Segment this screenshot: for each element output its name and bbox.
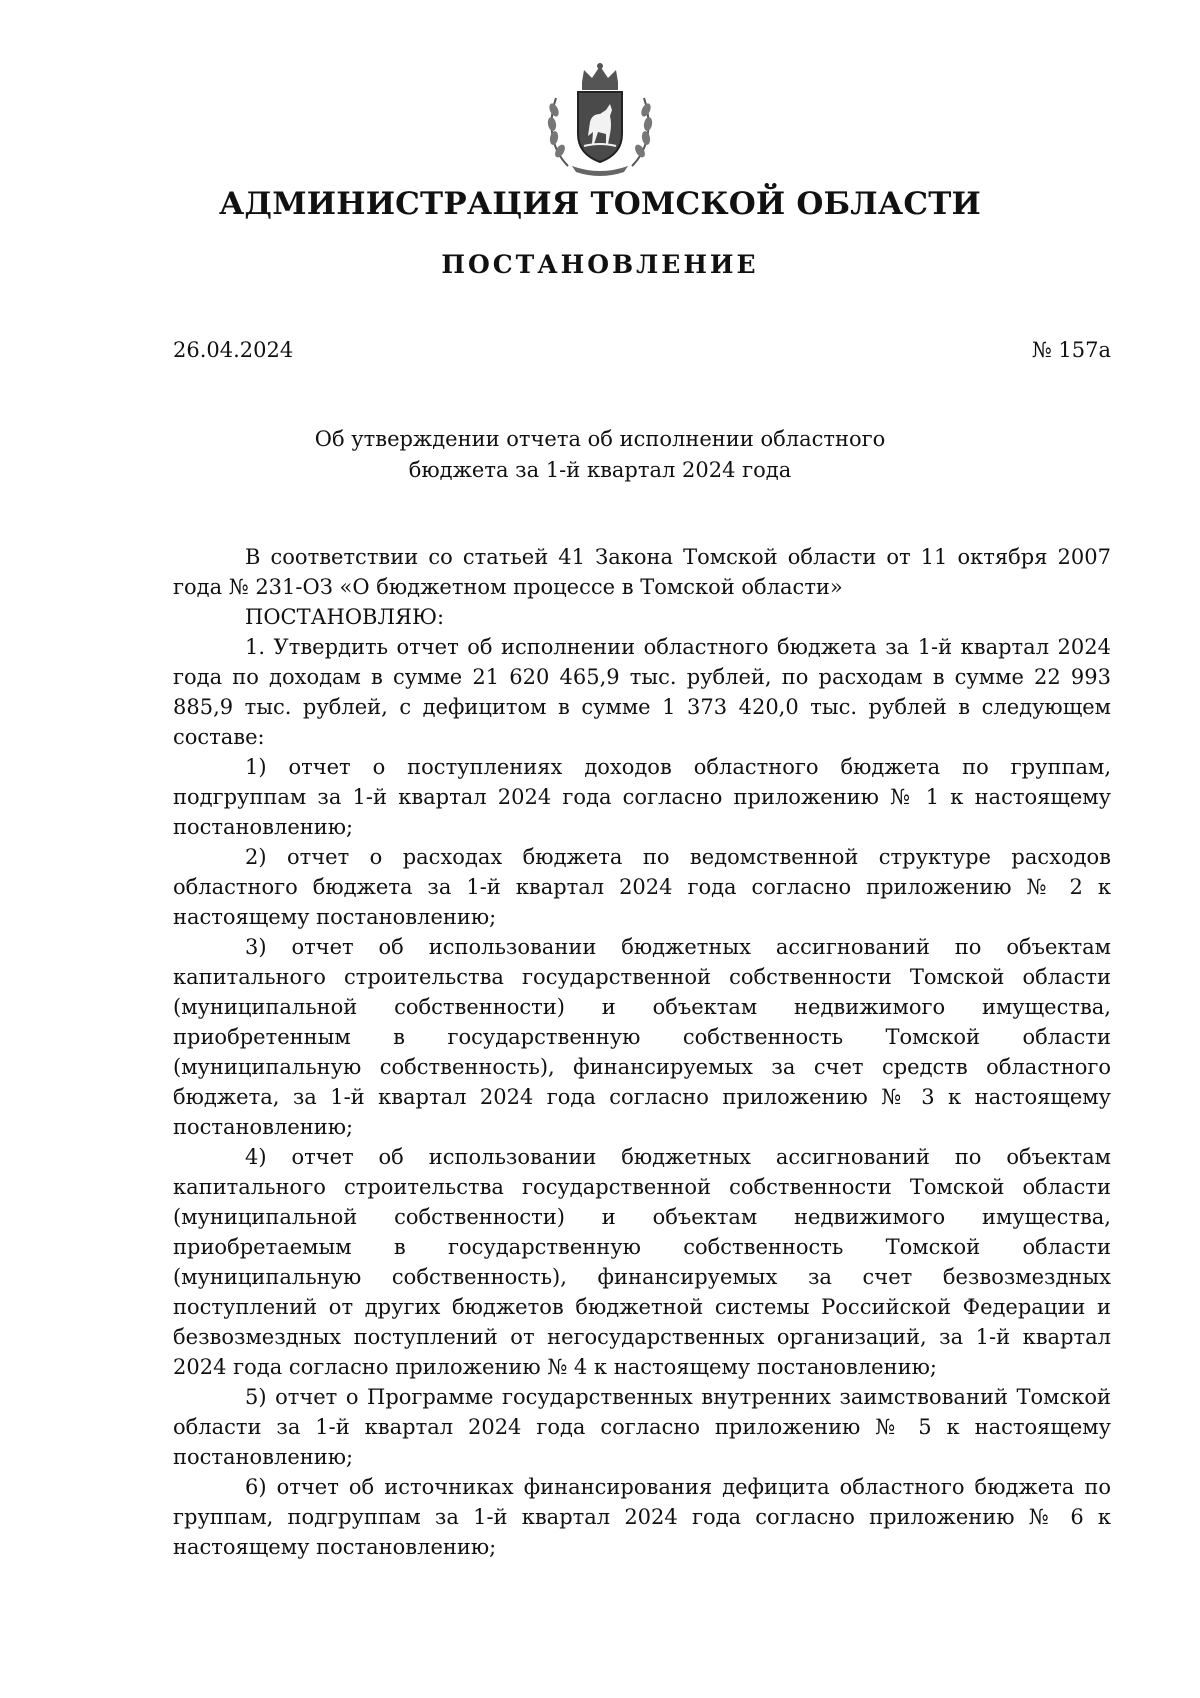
list-item-6: 6) отчет об источниках финансирования дефицита областного бюджета по группам, подгруппам за 1-й квартал 2024 года согласно приложению № 6 к настоящему постановлению; xyxy=(173,1475,1111,1559)
list-item-4: 4) отчет об использовании бюджетных ассигнований по объектам капитального строительства государственной собственности Томской области (муниципальной собственности) и объектам недвижимого имущества, приобретаемым в государственную собственность Томской области (муниципальную собственность), финансируемых за счет безвозмездных поступлений от других бюджетов бюджетной системы Российской Федерации и безвозмездных поступлений от негосударственных организаций, за 1-й квартал 2024 года согласно приложению № 4 к настоящему постановлению; xyxy=(173,1145,1111,1379)
document-date: 26.04.2024 xyxy=(173,338,294,362)
list-item-1: 1) отчет о поступлениях доходов областного бюджета по группам, подгруппам за 1-й квартал 2024 года согласно приложению № 1 к настоящему постановлению; xyxy=(173,755,1111,839)
document-number: № 157а xyxy=(1031,338,1111,362)
list-item-3: 3) отчет об использовании бюджетных ассигнований по объектам капитального строительства государственной собственности Томской области (муниципальной собственности) и объектам недвижимого имущества, приобретенным в государственную собственность Томской области (муниципальную собственность), финансируемых за счет средств областного бюджета, за 1-й квартал 2024 года согласно приложению № 3 к настоящему постановлению; xyxy=(173,935,1111,1139)
list-item-2: 2) отчет о расходах бюджета по ведомственной структуре расходов областного бюджета за 1-й квартал 2024 года согласно приложению № 2 к настоящему постановлению; xyxy=(173,845,1111,929)
decree-word: ПОСТАНОВЛЯЮ: xyxy=(245,605,445,629)
document-body xyxy=(173,542,1111,1562)
list-item-5: 5) отчет о Программе государственных внутренних заимствований Томской области за 1-й квартал 2024 года согласно приложению № 5 к настоящему постановлению; xyxy=(173,1385,1111,1469)
clause-1-paragraph: 1. Утвердить отчет об исполнении областного бюджета за 1-й квартал 2024 года по доходам в сумме 21 620 465,9 тыс. рублей, по расходам в сумме 22 993 885,9 тыс. рублей, с дефицитом в сумме 1 373 420,0 тыс. рублей в следующем составе: xyxy=(173,635,1111,749)
document-type: ПОСТАНОВЛЕНИЕ xyxy=(441,250,759,279)
subject-line-2: бюджета за 1-й квартал 2024 года xyxy=(408,458,792,482)
coat-of-arms-icon xyxy=(540,62,660,178)
organization-title: АДМИНИСТРАЦИЯ ТОМСКОЙ ОБЛАСТИ xyxy=(218,186,981,222)
subject-line-1: Об утверждении отчета об исполнении областного xyxy=(314,427,886,451)
preamble-paragraph: В соответствии со статьей 41 Закона Томской области от 11 октября 2007 года № 231-ОЗ «О бюджетном процессе в Томской области» xyxy=(173,545,1111,599)
document-subject xyxy=(0,424,1200,486)
